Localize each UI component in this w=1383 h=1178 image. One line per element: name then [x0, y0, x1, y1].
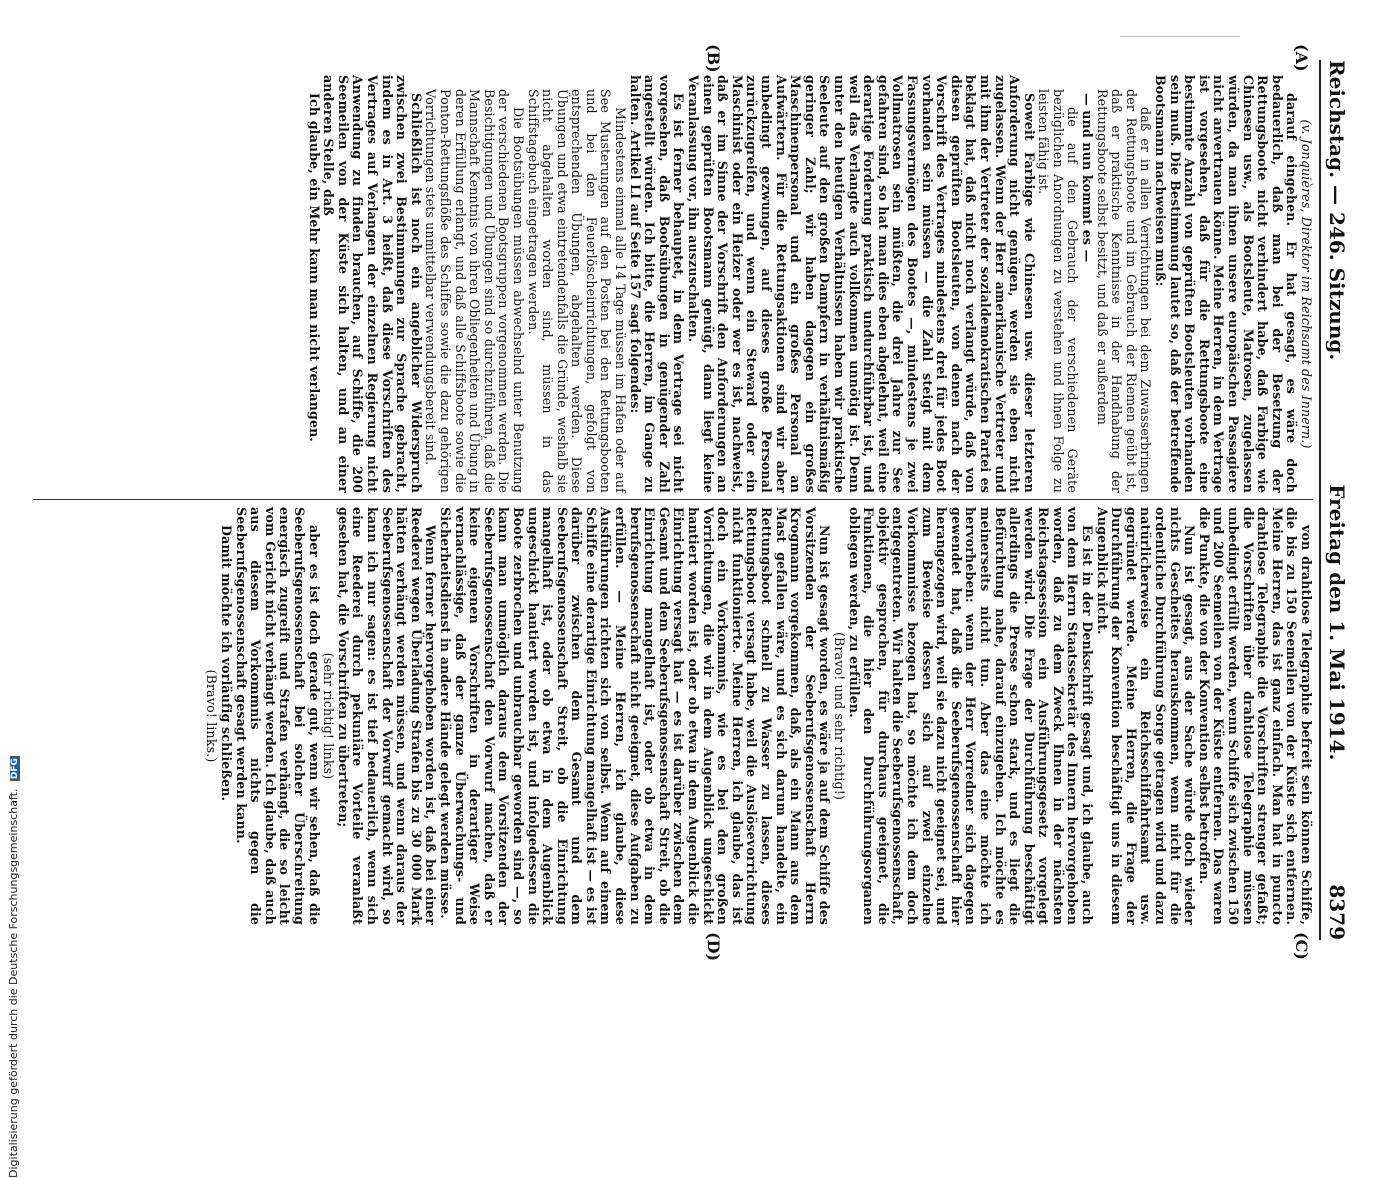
margin-mark-d: (D) [704, 932, 723, 962]
dfg-logo: DFG [10, 758, 20, 780]
paragraph: Nun ist gesagt worden, es wäre ja auf dem Schiffe des Vorsitzenden der Seeberufsgenossenschaft Herrn Krogmann vorgekommen, daß, als ein Mann aus dem Mast gefallen wäre, und es sich darum handelte, ein Rettungsboot schnell zu Wasser zu lassen, dieses Rettungsboot versagt habe, weil die Auslösevorrichtung nicht funktionierte. Meine Herren, ich glaube, das ist doch ein Vorkommnis, wie es bei den großen Vorrichtungen, die wir in dem Augenblick ungeschickt hantiert worden ist, oder ob etwa in dem Augenblick die Einrichtung versagt hat — es ist darüber zwischen dem Gesamt und dem Seeberufsgenossenschaft Streit, ob die Einrichtung mangelhaft ist, oder ob etwa in dem berufsgenossenschaft nicht geeignet, diese Aufgaben zu erfüllen. — Meine Herren, ich glaube, diese Ausführungen richten sich von selbst. Wenn auf einem Schiffe eine derartige Einrichtung mangelhaft ist — es ist darüber zwischen dem Gesamt und dem Seeberufsgenossenschaft Streit, ob die Einrichtung mangelhaft ist, oder ob etwa in dem Augenblick ungeschickt hantiert worden ist, und infolgedessen die Boote zerbrochen und unbrauchbar geworden sind —, so kann man unmöglich daraus dem Vorsitzenden der Seeberufsgenossenschaft den Vorwurf machen, daß er keine eigenen Vorschriften in derartiger Weise vernachlässige, daß der ganze Überwachungs- und Sicherheitsdienst in andere Hände gelegt werden müsse. [437, 507, 833, 925]
page-header [1319, 60, 1365, 940]
paragraph: aber es ist doch gerade gut, wenn wir sehen, daß die Seeberufsgenossenschaft bei solcher Überschreitung energisch zugreift und Strafen verhängt, die so leicht vom Gericht nicht verhängt werden. Ich glaube, daß auch aus diesem Vorkommnis nichts gegen die Seeberufsgenossenschaft gesagt werden kann. [233, 507, 322, 925]
paragraph: Soweit Farbige wie Chinesen usw. dieser letzteren Anforderung nicht genügen, werden sie eben nicht zugelassen. Wenn der Herr amerikanische Vertreter und mit ihm der Vertreter der sozialdemokratischen Partei es beklagt hat, daß nicht noch verlangt würde, daß von diesen geprüften Bootsleuten, von denen nach der Vorschrift des Vertrages mindestens drei für jedes Boot vorhanden sein müssen — die Zahl steigt mit dem Fassungsvermögen des Bootes —, mindestens je zwei Vollmatrosen sein müßten, die drei Jahre zur See gefahren sind, so hat man dies eben abgelehnt, weil eine derartige Forderung praktisch undurchführbar ist, und weil das Verlangte auch vollkommen unnötig ist. Denn unter den heutigen Verhältnissen haben wir praktische Seeleute auf den großen Dampfern in verhältnismäßig geringer Zahl; wir haben dagegen ein großes Maschinenpersonal und ein großes Personal an Aufwärtern. Für die Rettungsaktionen sind wir aber unbedingt gezwungen, auf dieses große Personal zurückzugreifen, und wenn ein Steward oder ein Maschinist oder ein Heizer oder wer es ist, nachweist, daß er im Sinne der Vorschrift den Anforderungen an einen geprüften Bootsmann genügt, dann liegt keine Veranlassung vor, ihn auszuschalten. [686, 75, 1037, 493]
paragraph: von drahtlose Telegraphie befreit sein können Schiffe, die bis zu 150 Seemeilen von der Küste sich entfernen. Meine Herren, das ist ganz einfach. Man hat in puncto drahtlose Telegraphie die Vorschriften strenger gefaßt; die Vorschriften über drahtlose Telegraphie müssen unbedingt erfüllt werden, wenn Schiffe sich zwischen 150 und 200 Seemeilen von der Küste entfernen. Das waren die Punkte, die von der Konvention selbst betroffen. [1196, 507, 1314, 925]
paragraph: Wenn ferner hervorgehoben worden ist, daß bei einer Reederei wegen Überladung Strafen bis zu 30 000 Mark hätten verhängt werden müssen, und wenn daraus der Seeberufsgenossenschaft der Vorwurf gemacht wird, so kann ich nur sagen: es ist tief bedauerlich, wenn sich eine Reederei durch pekuniäre Vorteile veranlaßt gesehen hat, die Vorschriften zu übertreten; [335, 507, 439, 925]
header-center: Freitag den 1. Mai 1914. [1325, 484, 1349, 761]
margin-mark-a: (A) [1292, 44, 1311, 72]
column-divider [33, 499, 1313, 500]
paragraph: Ich glaube, ein Mehr kann man nicht verlangen. [306, 93, 322, 442]
paragraph: Die Bootsübungen müssen abwechselnd unter Benutzung der verschiedenen Bootsgruppen vorgenommen werden. Die Besichtigungen und Übungen sind so durchzuführen, daß die Mannschaft Kenntnis von ihren Obliegenheiten und Übung in deren Erfüllung erlangt, und daß alle Schiffsboote sowie die Ponton-Rettungsflöße des Schiffes sowie die dazu gehörigen Vorrichtungen stets unmittelbar verwendungsbereit sind. [423, 89, 526, 493]
right-column [23, 507, 1313, 925]
margin-mark-b: (B) [704, 44, 723, 73]
paragraph: Damit möchte ich vorläufig schließen. [219, 525, 235, 802]
interjection: (sehr richtig! links) [321, 652, 337, 780]
paragraph: Mindestens einmal alle 14 Tage müssen im Hafen oder auf See Musterungen auf den Posten bei den Rettungsbooten und bei den Feuerlöscheinrichtungen, gefolgt von entsprechenden Übungen, abgehalten werden. Diese Übungen und etwa eintretendenfalls die Gründe, weshalb sie nicht abgehalten worden sind, müssen in das Schiffstagebuch eingetragen werden. [525, 89, 629, 493]
paragraph: Schließlich ist noch ein angeblicher Widerspruch zwischen zwei Bestimmungen zur Sprache gebracht, indem es in Art. 3 heißt, daß diese Vorschriften des Vertrages auf Verlangen der einzelnen Regierung nicht Anwendung zu finden brauchen, auf Schiffe, die 200 Seemeilen von der Küste sich halten, und an einer anderen Stelle, daß [321, 75, 424, 493]
interjection: (Bravo! und sehr richtig!) [832, 631, 847, 801]
paragraph: die auf den Gebrauch der verschiedenen Geräte bezüglichen Anordnungen zu verstehen und ihnen Folge zu leisten fähig ist. [1036, 89, 1081, 493]
paragraph: darauf eingehen. Er hat gesagt, es wäre doch bedauerlich, daß man bei der Besetzung der Rettungsboote nicht verhindert habe, daß Farbige wie Chinesen usw., als Bootsleute, Matrosen, zugelassen würden, da man ihnen unsere europäischen Passagiere nicht anvertrauen könne. Meine Herren, in dem Vertrage ist vorgesehen, daß für die Rettungsboote eine bestimmte Anzahl von geprüften Bootsleuten vorhanden sein muß. Die Bestimmung lautet so, daß der betreffende Bootsmann nachweisen muß: [1153, 75, 1300, 493]
speaker-note: (v. Jonquières, Direktor im Reichsamt des Innern.) [1299, 119, 1314, 449]
paragraph: Nun ist gesagt, aus der Sache würde doch wieder nichts Gescheites herauskommen, wenn nicht für die ordentliche Durchführung Sorge getragen wird und dazu natürlicherweise ein Reichsschiffahrtsamt usw. gegründet werde. Meine Herren, die Frage der Durchführung der Konvention beschäftigt uns in diesem Augenblick nicht. [1094, 507, 1198, 925]
page-number: 8379 [1325, 884, 1349, 940]
paragraph: Es ist ferner behauptet, in dem Vertrage sei nicht vorgesehen, daß Bootsübungen in genügender Zahl angestellt würden. Ich bitte, die Herren, im Gange zu halten. Artikel LI auf Seite 157 sagt folgendes: [627, 75, 687, 493]
paragraph: daß er in allen Verrichtungen bei dem Zuwasserbringen der Rettungsboote und im Gebrauch der Riemen geübt ist, daß er praktische Kenntnisse in der Handhabung der Rettungsboote selbst besitzt, und daß er außerdem [1094, 89, 1154, 493]
digitization-text: Digitalisierung gefördert durch die Deutsche Forschungsgemeinschaft. [7, 788, 20, 1178]
margin-mark-c: (C) [1292, 932, 1311, 960]
header-left: Reichstag. — 246. Sitzung. [1325, 60, 1349, 361]
paragraph: Es ist in der Denkschrift gesagt und, ich glaube, auch von dem Herrn Staatssekretär des Innern hervorgehoben worden, daß zu dem Zweck Ihnen in der nächsten Reichstagssession ein Ausführungsgesetz vorgelegt werden wird. Die Frage der Durchführung beschäftigt allerdings die Presse schon stark, und es liegt die Befürchtung nahe, darauf einzugehen. Ich möchte es meinerseits nicht tun. Aber das eine möchte ich hervorheben: wenn der Herr Vorredner sich dagegen gewendet hat, daß die Seeberufsgenossenschaft hier herangezogen wird, weil sie dazu nicht geeignet sei, und zum Beweise dessen sich auf zwei einzelne Vorkommnisse bezogen hat, so möchte ich dem doch entgegentreten. Wir halten die Seeberufsgenossenschaft, objektiv gesprochen, für durchaus geeignet, die Funktionen, die hier den Durchführungsorganen obliegen werden, zu erfüllen. [846, 507, 1096, 925]
paragraph: — und nun kommt es — [1080, 93, 1096, 263]
interjection: (Bravo! links.) [204, 669, 220, 763]
left-column [23, 75, 1313, 493]
